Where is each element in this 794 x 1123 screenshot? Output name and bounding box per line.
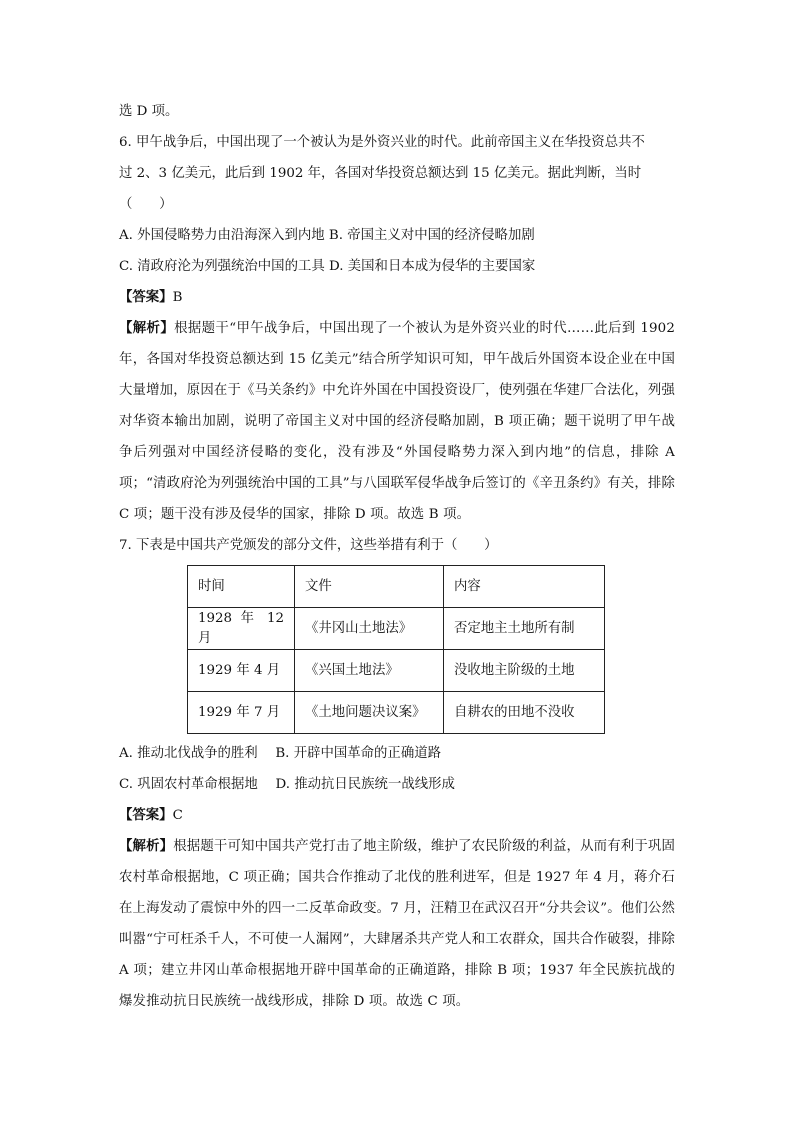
question-7 [119, 530, 675, 1017]
q6-answer [119, 282, 675, 313]
q6-stem-line2: 过 2、3 亿美元，此后到 1902 年，各国对华投资总额达到 15 亿美元。据此判断，当时 [119, 166, 642, 181]
previous-question-tail: 选 D 项。 [119, 104, 179, 119]
table-cell: 1928 年 12 月 [188, 608, 295, 650]
q7-options-line2: C. 巩固农村革命根据地 D. 推动抗日民族统一战线形成 [119, 777, 455, 792]
table-header-cell: 文件 [295, 566, 444, 608]
q6-analysis-text: 根据题干“甲午战争后，中国出现了一个被认为是外资兴业的时代……此后到 1902 年，各国对华投资总额达到 15 亿美元”结合所学知识可知，甲午战后外国资本设企业在中国大量增加，原因在于《马关条约》中允许外国在中国投资设厂，使列强在华建厂合法化，列强对华资本输出加剧，说明了帝国主义对中国的经济侵略加剧，B 项正确；题干说明了甲午战争后列强对中国经济侵略的变化，没有涉及“外国侵略势力深入到内地”的信息，排除 A 项；“清政府沦为列强统治中国的工具”与八国联军侵华战争后签订的《辛丑条约》有关，排除 C 项；题干没有涉及侵华的国家，排除 D 项。故选 B 项。 [119, 321, 675, 522]
table-cell: 自耕农的田地不没收 [444, 692, 605, 734]
table-cell: 1929 年 4 月 [188, 650, 295, 692]
table-cell: 否定地主土地所有制 [444, 608, 605, 650]
table-row [188, 608, 605, 650]
question-6 [119, 127, 675, 530]
q7-analysis-text: 根据题干可知中国共产党打击了地主阶级，维护了农民阶级的利益，从而有利于巩固农村革命根据地，C 项正确；国共合作推动了北伐的胜利进军，但是 1927 年 4 月，蒋介石在上海发动了震惊中外的四一二反革命政变。7 月，汪精卫在武汉召开“分共会议”。他们公然叫嚣“宁可枉杀千人，不可使一人漏网”，大肆屠杀共产党人和工农群众，国共合作破裂，排除 A 项；建立井冈山革命根据地开辟中国革命的正确道路，排除 B 项；1937 年全民族抗战的爆发推动抗日民族统一战线形成，排除 D 项。故选 C 项。 [119, 839, 675, 1009]
q7-analysis [119, 831, 675, 1017]
q7-answer [119, 800, 675, 831]
q7-document-table [187, 565, 605, 734]
q6-stem-line3: （ ） [119, 197, 173, 212]
q7-answer-value: C [172, 808, 183, 823]
table-cell: 《井冈山土地法》 [295, 608, 444, 650]
q7-options-line1: A. 推动北伐战争的胜利 B. 开辟中国革命的正确道路 [119, 746, 441, 761]
q7-analysis-tag: 【解析】 [119, 838, 174, 854]
table-row [188, 692, 605, 734]
table-row [188, 650, 605, 692]
q6-answer-value: B [172, 290, 183, 305]
q6-stem-line1: 6. 甲午战争后，中国出现了一个被认为是外资兴业的时代。此前帝国主义在华投资总共不 [119, 135, 645, 150]
q6-options-line1: A. 外国侵略势力由沿海深入到内地 B. 帝国主义对中国的经济侵略加剧 [119, 228, 535, 243]
q7-stem: 7. 下表是中国共产党颁发的部分文件，这些举措有利于（ ） [119, 538, 498, 553]
q6-answer-tag: 【答案】 [119, 289, 173, 305]
q6-analysis-tag: 【解析】 [119, 320, 175, 336]
table-header-cell: 内容 [444, 566, 605, 608]
q6-options-line2: C. 清政府沦为列强统治中国的工具 D. 美国和日本成为侵华的主要国家 [119, 259, 536, 274]
q7-answer-tag: 【答案】 [119, 807, 173, 823]
table-header-row [188, 566, 605, 608]
table-cell: 《兴国土地法》 [295, 650, 444, 692]
q6-analysis [119, 313, 675, 530]
table-cell: 没收地主阶级的土地 [444, 650, 605, 692]
table-cell: 1929 年 7 月 [188, 692, 295, 734]
table-cell: 《土地问题决议案》 [295, 692, 444, 734]
document-page [119, 96, 675, 1017]
table-header-cell: 时间 [188, 566, 295, 608]
